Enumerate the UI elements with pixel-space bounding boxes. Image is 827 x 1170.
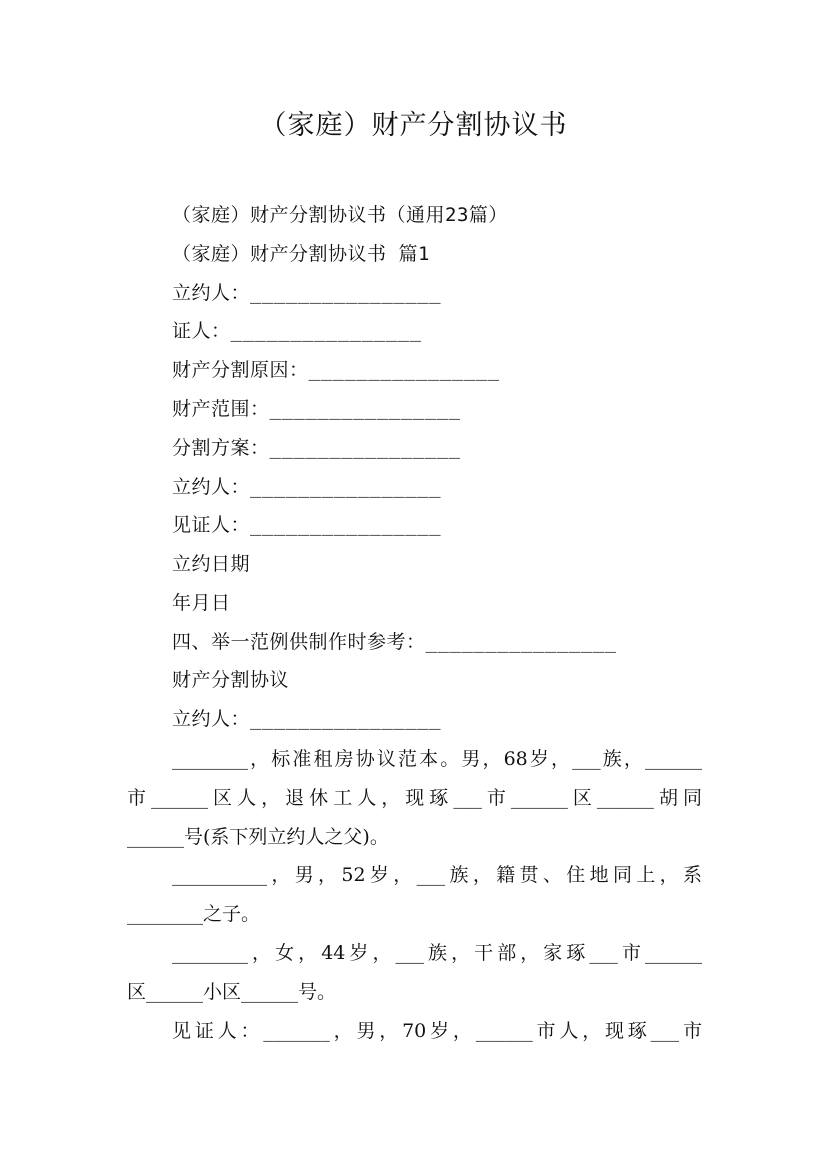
paragraph-line: ________，标准租房协议范本。男，68岁，___族，______ [172, 748, 702, 770]
paragraph-line: ________，女，44岁，___族，干部，家琢___市______ [172, 942, 702, 964]
paragraph-line: ________之子。 [127, 903, 261, 925]
paragraph-line: 见证人：_______，男，70岁，______市人，现琢___市 [172, 1020, 702, 1042]
text-line: 年月日 [172, 592, 231, 614]
text-line: 分割方案：________________ [172, 437, 461, 459]
text-line: 财产范围：________________ [172, 398, 461, 420]
text-line: 立约日期 [172, 553, 251, 575]
paragraph-line: 市______区人，退休工人，现琢___市______区______胡同 [127, 787, 702, 809]
text-line: 立约人：________________ [172, 476, 442, 498]
document-title: （家庭）财产分割协议书 [259, 110, 568, 141]
paragraph-line: __________，男，52岁，___族，籍贯、住地同上，系 [172, 864, 702, 886]
text-line: （家庭）财产分割协议书 篇1 [172, 243, 430, 265]
paragraph-line: ______号(系下列立约人之父)。 [127, 826, 389, 848]
text-line: 证人：________________ [172, 320, 422, 342]
text-line: 见证人：________________ [172, 514, 442, 536]
paragraph-line: 区______小区______号。 [127, 981, 337, 1003]
text-line: （家庭）财产分割协议书（通用23篇） [172, 204, 508, 226]
text-line: 立约人：________________ [172, 708, 442, 730]
text-line: 财产分割协议 [172, 669, 290, 691]
text-line: 立约人：________________ [172, 282, 442, 304]
text-line: 财产分割原因：________________ [172, 359, 500, 381]
text-line: 四、举一范例供制作时参考：________________ [172, 631, 617, 653]
